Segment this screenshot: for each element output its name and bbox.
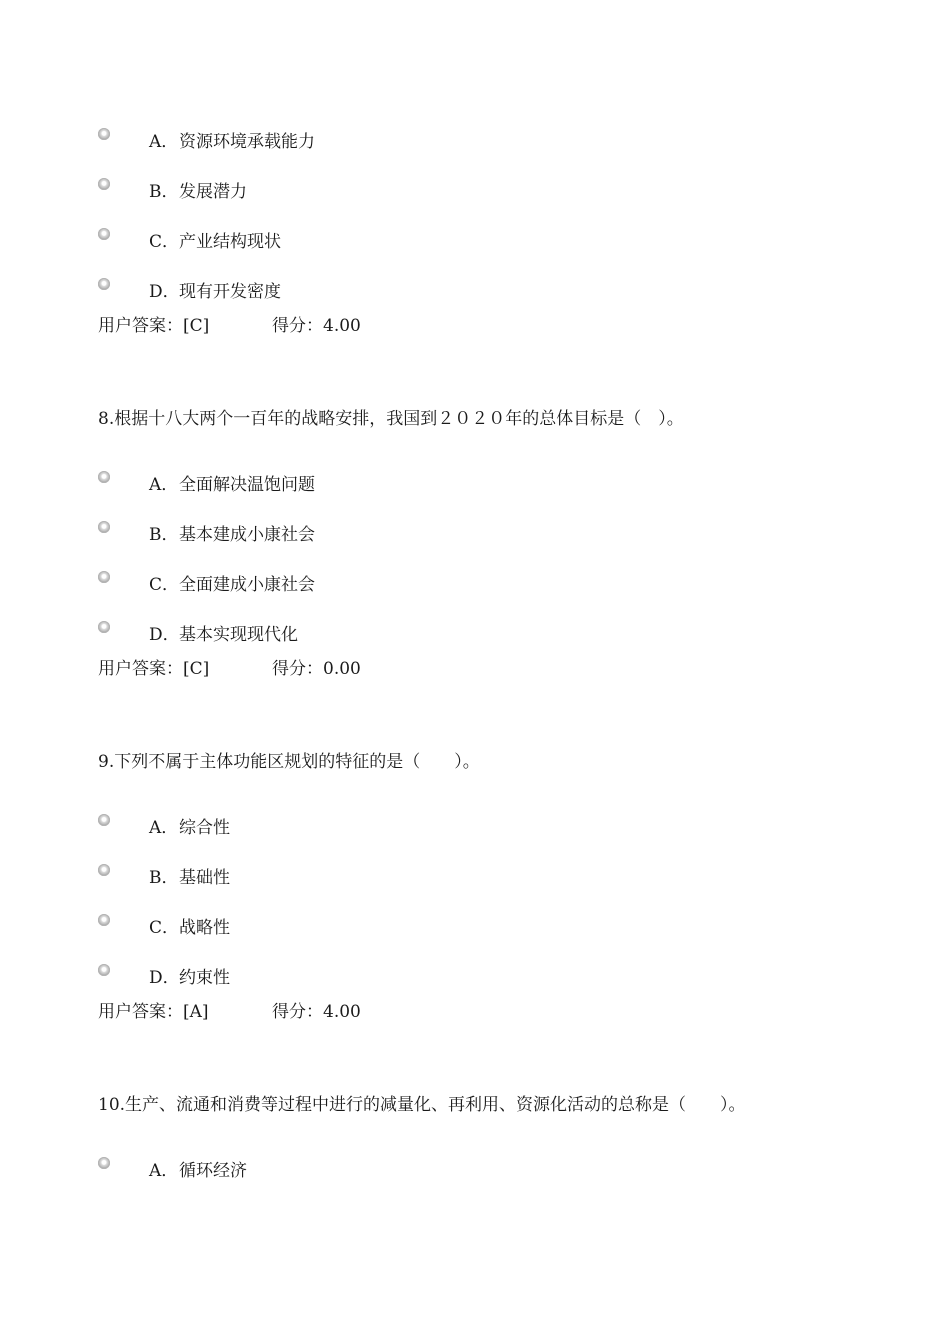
- radio-button-icon[interactable]: [98, 178, 110, 190]
- q7-option-b[interactable]: [98, 178, 798, 204]
- option-text: 发展潜力: [179, 182, 247, 202]
- option-letter: B．: [149, 182, 179, 202]
- option-letter: B．: [149, 868, 179, 888]
- option-text: 基本建成小康社会: [179, 525, 315, 545]
- radio-button-icon[interactable]: [98, 914, 110, 926]
- q9-answer-line: [98, 1001, 361, 1023]
- score: 得分：0.00: [272, 659, 361, 679]
- q8-option-c[interactable]: [98, 571, 798, 597]
- option-letter: B．: [149, 525, 179, 545]
- score: 得分：4.00: [272, 1002, 361, 1022]
- q7-option-d[interactable]: [98, 278, 798, 304]
- option-letter: C．: [149, 575, 180, 595]
- option-text: 约束性: [179, 968, 230, 988]
- q9-option-b[interactable]: [98, 864, 798, 890]
- radio-button-icon[interactable]: [98, 864, 110, 876]
- user-answer: 用户答案：[A]: [98, 1002, 209, 1022]
- question-10-text: 10.生产、流通和消费等过程中进行的减量化、再利用、资源化活动的总称是（ ）。: [98, 1095, 746, 1115]
- radio-button-icon[interactable]: [98, 571, 110, 583]
- option-letter: D．: [149, 625, 180, 645]
- option-text: 基础性: [179, 868, 230, 888]
- option-letter: A．: [149, 818, 179, 838]
- q7-option-c[interactable]: [98, 228, 798, 254]
- q7-answer-line: [98, 315, 361, 337]
- q9-option-d[interactable]: [98, 964, 798, 990]
- option-letter: A．: [149, 1161, 179, 1181]
- q9-option-a[interactable]: [98, 814, 798, 840]
- option-letter: A．: [149, 132, 179, 152]
- radio-button-icon[interactable]: [98, 621, 110, 633]
- option-letter: D．: [149, 282, 180, 302]
- option-text: 资源环境承载能力: [179, 132, 315, 152]
- q8-answer-line: [98, 658, 361, 680]
- option-text: 战略性: [179, 918, 230, 938]
- radio-button-icon[interactable]: [98, 471, 110, 483]
- radio-button-icon[interactable]: [98, 814, 110, 826]
- radio-button-icon[interactable]: [98, 521, 110, 533]
- radio-button-icon[interactable]: [98, 228, 110, 240]
- user-answer: 用户答案：[C]: [98, 316, 210, 336]
- option-text: 产业结构现状: [179, 232, 281, 252]
- question-8-text: 8.根据十八大两个一百年的战略安排，我国到２０２０年的总体目标是（ ）。: [98, 409, 684, 429]
- user-answer: 用户答案：[C]: [98, 659, 210, 679]
- q10-option-a[interactable]: [98, 1157, 798, 1183]
- radio-button-icon[interactable]: [98, 128, 110, 140]
- option-letter: C．: [149, 918, 180, 938]
- radio-button-icon[interactable]: [98, 278, 110, 290]
- score: 得分：4.00: [272, 316, 361, 336]
- option-letter: D．: [149, 968, 180, 988]
- q8-option-b[interactable]: [98, 521, 798, 547]
- question-9-text: 9.下列不属于主体功能区规划的特征的是（ ）。: [98, 752, 480, 772]
- radio-button-icon[interactable]: [98, 1157, 110, 1169]
- option-letter: A．: [149, 475, 179, 495]
- q9-option-c[interactable]: [98, 914, 798, 940]
- q7-option-a[interactable]: [98, 128, 798, 154]
- q8-option-d[interactable]: [98, 621, 798, 647]
- option-text: 全面建成小康社会: [179, 575, 315, 595]
- option-text: 全面解决温饱问题: [179, 475, 315, 495]
- radio-button-icon[interactable]: [98, 964, 110, 976]
- option-text: 综合性: [179, 818, 230, 838]
- option-letter: C．: [149, 232, 180, 252]
- q8-option-a[interactable]: [98, 471, 798, 497]
- option-text: 现有开发密度: [179, 282, 281, 302]
- option-text: 基本实现现代化: [179, 625, 298, 645]
- option-text: 循环经济: [179, 1161, 247, 1181]
